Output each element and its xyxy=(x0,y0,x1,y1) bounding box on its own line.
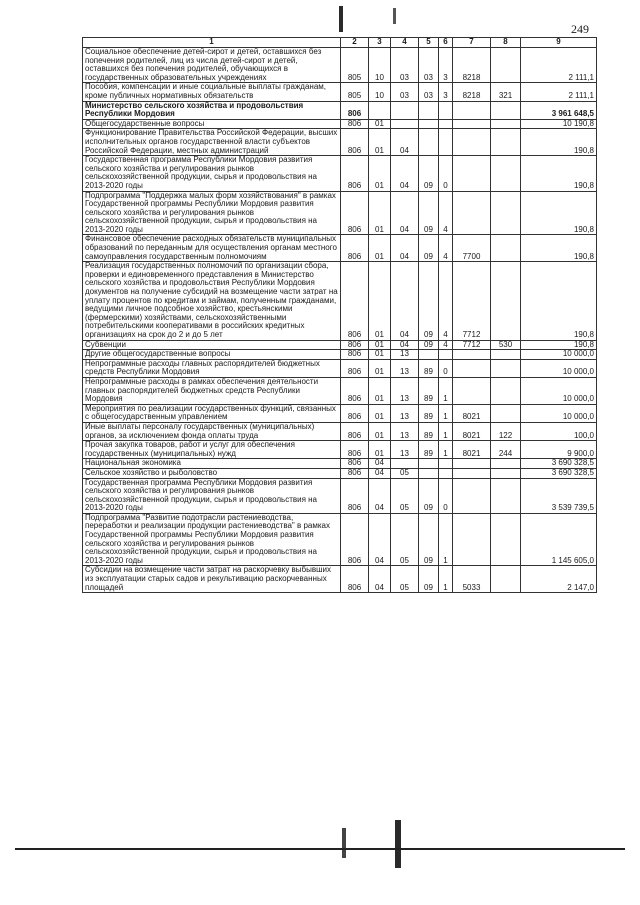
row-amount-cell: 190,8 xyxy=(521,262,597,340)
row-code-cell: 806 xyxy=(341,478,369,513)
row-name-cell: Субвенции xyxy=(83,340,341,350)
row-amount-cell: 2 147,0 xyxy=(521,566,597,593)
row-code-cell: 03 xyxy=(419,48,439,83)
row-amount-cell: 190,8 xyxy=(521,156,597,191)
row-code-cell: 806 xyxy=(341,404,369,422)
row-name-cell: Непрограммные расходы главных распорядителей бюджетных средств Республики Мордовия xyxy=(83,359,341,377)
row-amount-cell: 9 900,0 xyxy=(521,441,597,459)
row-code-cell xyxy=(491,48,521,83)
row-name-cell: Прочая закупка товаров, работ и услуг для обеспечения государственных (муниципальных) нужд xyxy=(83,441,341,459)
row-code-cell: 09 xyxy=(419,235,439,262)
row-code-cell xyxy=(453,459,491,469)
row-code-cell xyxy=(491,156,521,191)
scan-mark-bottom-secondary xyxy=(342,828,346,858)
row-amount-cell: 3 961 648,5 xyxy=(521,101,597,119)
row-code-cell xyxy=(453,478,491,513)
row-code-cell xyxy=(453,468,491,478)
row-code-cell xyxy=(391,459,419,469)
row-code-cell: 8021 xyxy=(453,441,491,459)
row-name-cell: Субсидии на возмещение части затрат на раскорчевку выбывших из эксплуатации старых садов и рекультивацию раскорчеванных площадей xyxy=(83,566,341,593)
row-amount-cell: 2 111,1 xyxy=(521,48,597,83)
table-row xyxy=(83,101,597,119)
row-code-cell xyxy=(439,101,453,119)
table-row xyxy=(83,191,597,235)
row-code-cell: 806 xyxy=(341,156,369,191)
row-code-cell: 89 xyxy=(419,441,439,459)
row-code-cell: 244 xyxy=(491,441,521,459)
row-code-cell: 01 xyxy=(369,350,391,360)
table-row xyxy=(83,478,597,513)
row-code-cell xyxy=(453,101,491,119)
row-code-cell: 01 xyxy=(369,377,391,404)
row-code-cell: 0 xyxy=(439,478,453,513)
row-amount-cell: 10 000,0 xyxy=(521,377,597,404)
row-code-cell xyxy=(491,513,521,566)
row-name-cell: Государственная программа Республики Мордовия развития сельского хозяйства и регулирования рынков сельскохозяйственной продукции, сырья и продовольствия на 2013-2020 годы xyxy=(83,478,341,513)
table-row xyxy=(83,404,597,422)
row-code-cell xyxy=(453,129,491,156)
row-code-cell xyxy=(419,129,439,156)
row-code-cell xyxy=(453,156,491,191)
table-row xyxy=(83,459,597,469)
row-name-cell: Национальная экономика xyxy=(83,459,341,469)
row-code-cell: 7712 xyxy=(453,262,491,340)
row-amount-cell: 10 000,0 xyxy=(521,350,597,360)
row-code-cell: 13 xyxy=(391,404,419,422)
scan-mark-top xyxy=(339,6,343,32)
row-code-cell: 10 xyxy=(369,48,391,83)
row-amount-cell: 100,0 xyxy=(521,422,597,440)
header-cell: 4 xyxy=(391,38,419,48)
row-code-cell xyxy=(419,459,439,469)
row-code-cell: 806 xyxy=(341,340,369,350)
row-code-cell: 0 xyxy=(439,359,453,377)
row-name-cell: Государственная программа Республики Мордовия развития сельского хозяйства и регулирования рынков сельскохозяйственной продукции, сырья и продовольствия на 2013-2020 годы xyxy=(83,156,341,191)
row-code-cell xyxy=(491,404,521,422)
row-code-cell: 8218 xyxy=(453,83,491,101)
row-code-cell xyxy=(419,119,439,129)
scan-mark-top-secondary xyxy=(393,8,396,24)
table-row xyxy=(83,377,597,404)
header-cell: 9 xyxy=(521,38,597,48)
row-name-cell: Другие общегосударственные вопросы xyxy=(83,350,341,360)
row-code-cell: 8021 xyxy=(453,422,491,440)
row-code-cell: 3 xyxy=(439,48,453,83)
row-code-cell: 321 xyxy=(491,83,521,101)
row-name-cell: Общегосударственные вопросы xyxy=(83,119,341,129)
row-code-cell: 10 xyxy=(369,83,391,101)
row-code-cell: 805 xyxy=(341,83,369,101)
row-code-cell xyxy=(491,468,521,478)
row-code-cell: 1 xyxy=(439,513,453,566)
row-code-cell: 4 xyxy=(439,235,453,262)
row-code-cell xyxy=(453,377,491,404)
row-code-cell: 4 xyxy=(439,191,453,235)
row-code-cell: 5033 xyxy=(453,566,491,593)
row-code-cell: 04 xyxy=(369,513,391,566)
row-code-cell: 01 xyxy=(369,191,391,235)
row-code-cell xyxy=(453,513,491,566)
row-code-cell xyxy=(453,359,491,377)
row-name-cell: Непрограммные расходы в рамках обеспечения деятельности главных распорядителей бюджетных средств Республики Мордовия xyxy=(83,377,341,404)
row-code-cell: 13 xyxy=(391,441,419,459)
row-code-cell: 806 xyxy=(341,101,369,119)
row-code-cell: 01 xyxy=(369,235,391,262)
row-amount-cell: 3 690 328,5 xyxy=(521,468,597,478)
row-amount-cell: 10 000,0 xyxy=(521,359,597,377)
row-code-cell: 8218 xyxy=(453,48,491,83)
row-name-cell: Сельское хозяйство и рыболовство xyxy=(83,468,341,478)
row-code-cell: 13 xyxy=(391,359,419,377)
row-code-cell xyxy=(491,566,521,593)
row-code-cell: 1 xyxy=(439,441,453,459)
table-row xyxy=(83,422,597,440)
row-code-cell: 1 xyxy=(439,377,453,404)
row-code-cell: 1 xyxy=(439,422,453,440)
row-code-cell: 01 xyxy=(369,119,391,129)
row-code-cell xyxy=(491,119,521,129)
row-code-cell: 04 xyxy=(391,262,419,340)
row-code-cell xyxy=(491,235,521,262)
table-row xyxy=(83,350,597,360)
header-cell: 2 xyxy=(341,38,369,48)
row-code-cell: 04 xyxy=(369,478,391,513)
row-code-cell: 03 xyxy=(391,48,419,83)
header-cell: 1 xyxy=(83,38,341,48)
row-code-cell xyxy=(439,350,453,360)
row-code-cell: 05 xyxy=(391,478,419,513)
row-code-cell: 806 xyxy=(341,513,369,566)
table-body xyxy=(83,48,597,593)
row-code-cell: 01 xyxy=(369,441,391,459)
header-cell: 6 xyxy=(439,38,453,48)
row-code-cell: 09 xyxy=(419,340,439,350)
table-row xyxy=(83,83,597,101)
row-code-cell xyxy=(439,468,453,478)
row-code-cell xyxy=(453,350,491,360)
row-code-cell: 806 xyxy=(341,359,369,377)
row-code-cell: 03 xyxy=(391,83,419,101)
page-number: 249 xyxy=(571,22,589,36)
row-code-cell: 04 xyxy=(391,129,419,156)
row-code-cell: 09 xyxy=(419,478,439,513)
row-code-cell xyxy=(491,191,521,235)
row-code-cell: 4 xyxy=(439,340,453,350)
table-row xyxy=(83,119,597,129)
row-code-cell xyxy=(491,359,521,377)
row-code-cell: 01 xyxy=(369,262,391,340)
row-name-cell: Реализация государственных полномочий по организации сбора, проверки и единовременного представления в Министерство сельского хозяйства и продовольствия Республики Мордовия документов на получение субсидий на возмещение части затрат на уплату процентов по кредитам и займам, полученным гражданами, ведущими личное подсобное хозяйство, крестьянскими (фермерскими) хозяйствами, сельскохозяйственными потребительскими кооперативами в российских кредитных организациях на срок до 2 и до 5 лет xyxy=(83,262,341,340)
row-name-cell: Пособия, компенсации и иные социальные выплаты гражданам, кроме публичных нормативных обязательств xyxy=(83,83,341,101)
row-code-cell: 3 xyxy=(439,83,453,101)
row-code-cell: 13 xyxy=(391,377,419,404)
row-code-cell: 7712 xyxy=(453,340,491,350)
row-name-cell: Подпрограмма "Развитие подотрасли растениеводства, переработки и реализации продукции растениеводства" в рамках Государственной программы Республики Мордовия развития сельского хозяйства и регулирования рынков сельскохозяйственной продукции, сырья и продовольствия на 2013-2020 годы xyxy=(83,513,341,566)
table-row xyxy=(83,513,597,566)
row-code-cell: 89 xyxy=(419,422,439,440)
row-code-cell: 4 xyxy=(439,262,453,340)
row-code-cell xyxy=(391,101,419,119)
row-code-cell: 09 xyxy=(419,191,439,235)
row-code-cell: 806 xyxy=(341,566,369,593)
row-amount-cell: 1 145 605,0 xyxy=(521,513,597,566)
row-code-cell xyxy=(391,119,419,129)
row-code-cell: 0 xyxy=(439,156,453,191)
row-code-cell: 04 xyxy=(391,156,419,191)
row-code-cell xyxy=(453,191,491,235)
row-code-cell: 04 xyxy=(391,340,419,350)
row-code-cell: 09 xyxy=(419,513,439,566)
row-code-cell xyxy=(491,459,521,469)
row-code-cell xyxy=(439,129,453,156)
table-row xyxy=(83,441,597,459)
row-amount-cell: 3 690 328,5 xyxy=(521,459,597,469)
table-row xyxy=(83,359,597,377)
row-code-cell xyxy=(439,459,453,469)
row-name-cell: Мероприятия по реализации государственных функций, связанных с общегосударственным управлением xyxy=(83,404,341,422)
row-amount-cell: 190,8 xyxy=(521,191,597,235)
row-code-cell: 806 xyxy=(341,422,369,440)
row-amount-cell: 2 111,1 xyxy=(521,83,597,101)
row-code-cell: 530 xyxy=(491,340,521,350)
row-code-cell: 09 xyxy=(419,566,439,593)
row-name-cell: Функционирование Правительства Российской Федерации, высших исполнительных органов государственной власти субъектов Российской Федерации, местных администраций xyxy=(83,129,341,156)
row-code-cell xyxy=(491,262,521,340)
row-code-cell: 1 xyxy=(439,404,453,422)
row-code-cell: 09 xyxy=(419,262,439,340)
row-code-cell: 04 xyxy=(369,566,391,593)
row-code-cell: 01 xyxy=(369,129,391,156)
table-row xyxy=(83,262,597,340)
row-code-cell: 05 xyxy=(391,468,419,478)
row-code-cell: 01 xyxy=(369,404,391,422)
row-code-cell xyxy=(369,101,391,119)
row-code-cell: 806 xyxy=(341,459,369,469)
row-code-cell: 806 xyxy=(341,119,369,129)
row-code-cell: 806 xyxy=(341,191,369,235)
table-row xyxy=(83,48,597,83)
row-name-cell: Финансовое обеспечение расходных обязательств муниципальных образований по переданным для осуществления органам местного самоуправления государственным полномочиям xyxy=(83,235,341,262)
row-code-cell xyxy=(419,350,439,360)
budget-table xyxy=(82,37,597,593)
row-code-cell xyxy=(453,119,491,129)
row-code-cell: 89 xyxy=(419,359,439,377)
row-code-cell: 04 xyxy=(369,459,391,469)
row-amount-cell: 3 539 739,5 xyxy=(521,478,597,513)
row-amount-cell: 190,8 xyxy=(521,340,597,350)
table-row xyxy=(83,129,597,156)
row-name-cell: Министерство сельского хозяйства и продовольствия Республики Мордовия xyxy=(83,101,341,119)
row-code-cell: 806 xyxy=(341,441,369,459)
row-code-cell xyxy=(491,478,521,513)
row-code-cell xyxy=(491,129,521,156)
row-code-cell: 89 xyxy=(419,404,439,422)
row-code-cell: 806 xyxy=(341,235,369,262)
row-amount-cell: 10 190,8 xyxy=(521,119,597,129)
table-row xyxy=(83,566,597,593)
table-row xyxy=(83,156,597,191)
row-code-cell: 806 xyxy=(341,262,369,340)
row-code-cell: 04 xyxy=(391,191,419,235)
row-amount-cell: 10 000,0 xyxy=(521,404,597,422)
row-code-cell xyxy=(419,101,439,119)
row-code-cell: 89 xyxy=(419,377,439,404)
row-name-cell: Социальное обеспечение детей-сирот и детей, оставшихся без попечения родителей, лиц из числа детей-сирот и детей, оставшихся без попечения родителей, обучающихся в государственных образовательных учреждениях xyxy=(83,48,341,83)
header-cell: 7 xyxy=(453,38,491,48)
header-cell: 5 xyxy=(419,38,439,48)
row-code-cell: 122 xyxy=(491,422,521,440)
row-code-cell: 805 xyxy=(341,48,369,83)
row-amount-cell: 190,8 xyxy=(521,129,597,156)
row-code-cell: 03 xyxy=(419,83,439,101)
row-code-cell xyxy=(491,377,521,404)
row-code-cell: 01 xyxy=(369,340,391,350)
row-code-cell xyxy=(491,101,521,119)
row-code-cell: 806 xyxy=(341,468,369,478)
scan-mark-bottom xyxy=(395,820,401,868)
row-name-cell: Иные выплаты персоналу государственных (муниципальных) органов, за исключением фонда оплаты труда xyxy=(83,422,341,440)
row-name-cell: Подпрограмма "Поддержка малых форм хозяйствования" в рамках Государственной программы Республики Мордовия развития сельского хозяйства и регулирования рынков сельскохозяйственной продукции, сырья и продовольствия на 2013-2020 годы xyxy=(83,191,341,235)
row-code-cell: 04 xyxy=(369,468,391,478)
row-code-cell xyxy=(419,468,439,478)
row-code-cell: 806 xyxy=(341,377,369,404)
row-code-cell: 13 xyxy=(391,350,419,360)
row-code-cell: 09 xyxy=(419,156,439,191)
row-code-cell: 8021 xyxy=(453,404,491,422)
row-code-cell: 7700 xyxy=(453,235,491,262)
page-bottom-rule xyxy=(15,848,625,850)
row-code-cell xyxy=(491,350,521,360)
table-row xyxy=(83,340,597,350)
row-code-cell: 01 xyxy=(369,422,391,440)
row-code-cell: 04 xyxy=(391,235,419,262)
row-amount-cell: 190,8 xyxy=(521,235,597,262)
table-header-row xyxy=(83,38,597,48)
table-row xyxy=(83,468,597,478)
row-code-cell: 05 xyxy=(391,513,419,566)
row-code-cell: 13 xyxy=(391,422,419,440)
table-row xyxy=(83,235,597,262)
row-code-cell: 806 xyxy=(341,129,369,156)
row-code-cell xyxy=(439,119,453,129)
row-code-cell: 806 xyxy=(341,350,369,360)
header-cell: 3 xyxy=(369,38,391,48)
header-cell: 8 xyxy=(491,38,521,48)
row-code-cell: 1 xyxy=(439,566,453,593)
row-code-cell: 01 xyxy=(369,359,391,377)
row-code-cell: 05 xyxy=(391,566,419,593)
row-code-cell: 01 xyxy=(369,156,391,191)
